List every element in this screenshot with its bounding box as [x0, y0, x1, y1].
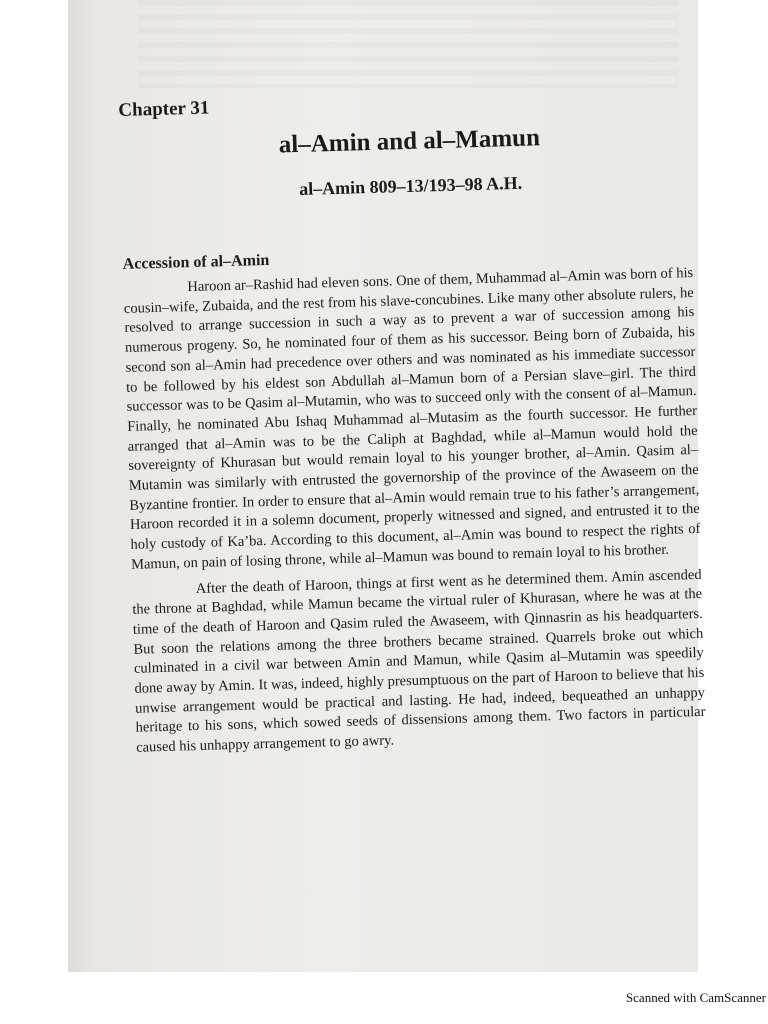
body-text [123, 264, 706, 759]
paragraph-1: Haroon ar–Rashid had eleven sons. One of them, Muhammad al–Amin was born of his cousin–wife, Zubaida, and the rest from his slave-concubines. Like many other absolute rulers, he resolved to arrange succession in such a way as to prevent a war of succession among his numerous progeny. So, he nominated four of them as his successor. Being born of Zubaida, his second son al–Amin had precedence over others and was nominated as his immediate successor to be followed by his eldest son Abdullah al–Mamun born of a Persian slave–girl. The third successor was to be Qasim al–Mutamin, who was to succeed only with the consent of al–Mamun. Finally, he nominated Abu Ishaq Muhammad al–Mutasim as the fourth successor. He further arranged that al–Amin was to be the Caliph at Baghdad, while al–Mamun would hold the sovereignty of Khurasan but would remain loyal to his younger brother, al–Amin. Qasim al–Mutamin was similarly with entrusted the governorship of the province of the Awaseem on the Byzantine frontier. In order to ensure that al–Amin would remain true to his father’s arrangement, Haroon recorded it in a solemn document, properly witnessed and signed, and entrusted it to the holy custody of Ka’ba. According to this document, al–Amin was bound to respect the rights of Mamun, on pain of losing throne, while al–Mamun was bound to remain loyal to his brother. [123, 265, 701, 573]
chapter-label: Chapter 31 [118, 97, 210, 121]
chapter-title: al–Amin and al–Mamun [278, 124, 541, 159]
paragraph-2: After the death of Haroon, things at first went as he determined them. Amin ascended the throne at Baghdad, while Mamun became the virtual ruler of Khurasan, where he was at the time of the death of Haroon and Qasim ruled the Awaseem, with Qinnasrin as his headquarters. But soon the relations among the three brothers became strained. Quarrels broke out which culminated in a civil war between Amin and Mamun, while Qasim al–Mutamin was speedily done away by Amin. It was, indeed, highly presumptuous on the part of Haroon to believe that his unwise arrangement would be practical and lasting. He had, indeed, bequeathed an unhappy heritage to his sons, which sowed seeds of dissensions among them. Two factors in particular caused his unhappy arrangement to go awry. [132, 566, 706, 756]
chapter-subtitle: al–Amin 809–13/193–98 A.H. [298, 172, 523, 199]
section-heading: Accession of al–Amin [122, 251, 270, 273]
scanner-watermark: Scanned with CamScanner [625, 990, 766, 1005]
bleed-through-text [138, 0, 678, 88]
